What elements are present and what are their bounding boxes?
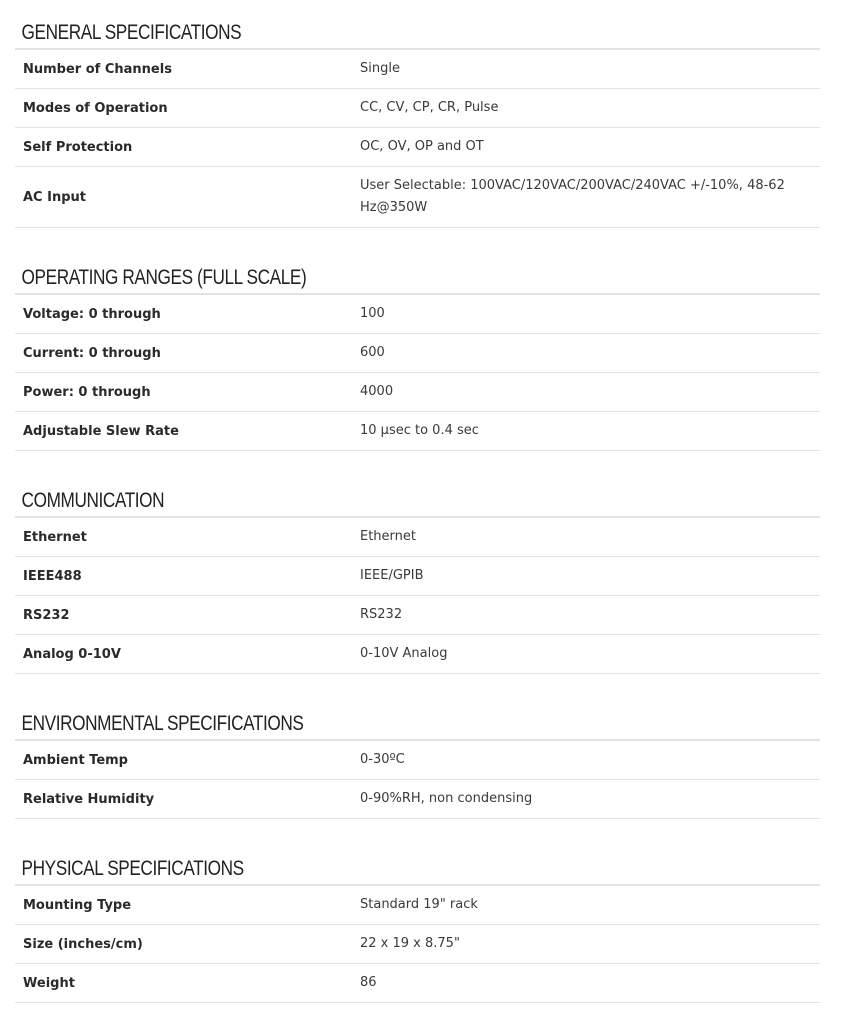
spec-label: AC Input	[23, 189, 86, 205]
spec-row-weight	[15, 964, 820, 1003]
spec-row-number-of-channels	[15, 50, 820, 89]
spec-row-ambient-temp	[15, 741, 820, 780]
section-communication	[15, 484, 820, 674]
spec-row-power	[15, 373, 820, 412]
spec-label: Current: 0 through	[23, 345, 161, 361]
spec-value: 0-90%RH, non condensing	[360, 791, 533, 806]
spec-row-ethernet	[15, 518, 820, 557]
spec-value: OC, OV, OP and OT	[360, 139, 484, 154]
spec-row-slew-rate	[15, 412, 820, 451]
spec-label: Mounting Type	[23, 897, 132, 913]
section-environmental-specifications	[15, 707, 820, 819]
spec-label: Ethernet	[23, 529, 87, 545]
spec-row-relative-humidity	[15, 780, 820, 819]
spec-value: 22 x 19 x 8.75"	[360, 936, 460, 951]
spec-label: Relative Humidity	[23, 791, 155, 807]
spec-value: Ethernet	[360, 529, 416, 544]
spec-label: Size (inches/cm)	[23, 936, 143, 952]
spec-label: Self Protection	[23, 139, 133, 155]
spec-value: 600	[360, 345, 385, 360]
section-title: GENERAL SPECIFICATIONS	[21, 20, 242, 44]
spec-label: Voltage: 0 through	[23, 306, 161, 322]
spec-value: 10 µsec to 0.4 sec	[360, 423, 479, 438]
spec-label: Analog 0-10V	[23, 646, 121, 662]
spec-row-analog	[15, 635, 820, 674]
spec-label: IEEE488	[23, 568, 82, 584]
spec-row-self-protection	[15, 128, 820, 167]
spec-value: 86	[360, 975, 377, 990]
spec-row-current	[15, 334, 820, 373]
spec-row-modes-of-operation	[15, 89, 820, 128]
spec-value: IEEE/GPIB	[360, 568, 424, 583]
spec-label: Power: 0 through	[23, 384, 151, 400]
spec-label: Ambient Temp	[23, 752, 128, 768]
section-title: COMMUNICATION	[21, 488, 165, 512]
section-title: ENVIRONMENTAL SPECIFICATIONS	[21, 711, 304, 735]
section-physical-specifications	[15, 852, 820, 1003]
spec-label: Modes of Operation	[23, 100, 168, 116]
spec-value: Standard 19" rack	[360, 897, 478, 912]
section-title: PHYSICAL SPECIFICATIONS	[21, 856, 244, 880]
spec-value: 0-30ºC	[360, 752, 405, 767]
spec-value: RS232	[360, 607, 403, 622]
spec-row-ieee488	[15, 557, 820, 596]
spec-value: Single	[360, 61, 400, 76]
spec-value: CC, CV, CP, CR, Pulse	[360, 100, 499, 115]
spec-value: User Selectable: 100VAC/120VAC/200VAC/240VAC +/-10%, 48-62 Hz@350W	[360, 178, 785, 215]
spec-value: 4000	[360, 384, 394, 399]
spec-label: RS232	[23, 607, 70, 623]
spec-row-mounting-type	[15, 886, 820, 925]
section-operating-ranges	[15, 261, 820, 451]
spec-value: 0-10V Analog	[360, 646, 448, 661]
spec-label: Number of Channels	[23, 61, 172, 77]
spec-row-rs232	[15, 596, 820, 635]
spec-label: Adjustable Slew Rate	[23, 423, 179, 439]
spec-row-size	[15, 925, 820, 964]
spec-row-ac-input	[15, 167, 820, 228]
spec-row-voltage	[15, 295, 820, 334]
spec-label: Weight	[23, 975, 75, 991]
spec-value: 100	[360, 306, 385, 321]
section-title: OPERATING RANGES (FULL SCALE)	[21, 265, 307, 289]
section-general-specifications	[15, 16, 820, 228]
